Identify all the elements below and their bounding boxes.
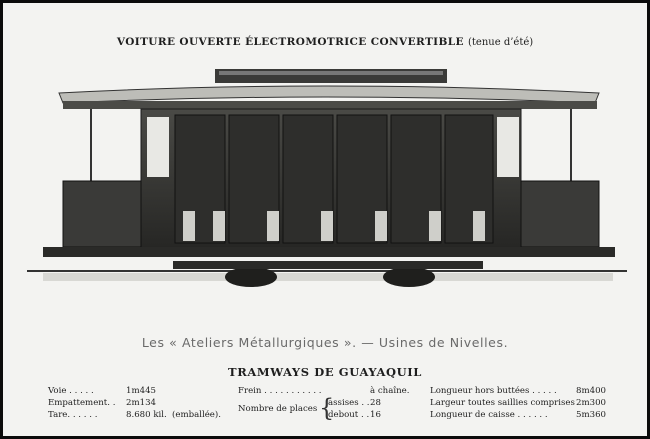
spec-row <box>430 409 645 421</box>
spec-value: 2m134 <box>126 398 157 408</box>
spec-column-3 <box>430 385 645 421</box>
company-heading: TRAMWAYS DE GUAYAQUIL <box>228 365 422 379</box>
catalogue-page <box>3 3 647 436</box>
title-main: VOITURE OUVERTE ÉLECTROMOTRICE CONVERTIBLE <box>116 36 464 48</box>
spec-label: Largeur toutes saillies comprises <box>430 398 575 408</box>
spec-label: Longueur hors buttées . . . . . <box>430 386 557 396</box>
spec-label: Voie . . . . . <box>48 386 94 396</box>
title-sub: (tenue d’été) <box>468 37 534 48</box>
spec-label: Empattement. . <box>48 398 116 408</box>
spec-value: 1m445 <box>126 386 157 396</box>
spec-value: à chaîne. <box>370 386 410 396</box>
spec-column-2 <box>238 385 418 422</box>
spec-sublabel: assises . . <box>328 398 370 408</box>
spec-label: Nombre de places <box>238 404 318 414</box>
spec-label: Tare. . . . . . <box>48 410 98 420</box>
spec-row <box>48 409 238 421</box>
spec-value: 5m360 <box>576 410 607 420</box>
brace-symbol: { <box>319 394 335 422</box>
spec-value: 28 <box>370 398 381 408</box>
spec-label: Frein . . . . . . . . . . . <box>238 386 322 396</box>
spec-row <box>430 397 645 409</box>
spec-value: 8m400 <box>576 386 607 396</box>
spec-column-1 <box>48 385 238 421</box>
places-group <box>238 394 418 422</box>
spec-row <box>48 385 238 397</box>
spec-sublabel: debout . . <box>328 410 370 420</box>
spec-row <box>430 385 645 397</box>
spec-value: 8.680 kil. <box>126 410 167 420</box>
spec-value: 2m300 <box>576 398 607 408</box>
caption: Les « Ateliers Métallurgiques ». — Usines de Nivelles. <box>141 335 509 350</box>
spec-extra: (emballée). <box>172 410 221 420</box>
spec-label: Longueur de caisse . . . . . . <box>430 410 548 420</box>
spec-row <box>48 397 238 409</box>
page-title <box>3 36 647 48</box>
spec-value: 16 <box>370 410 381 420</box>
tram-car-illustration <box>23 61 633 306</box>
